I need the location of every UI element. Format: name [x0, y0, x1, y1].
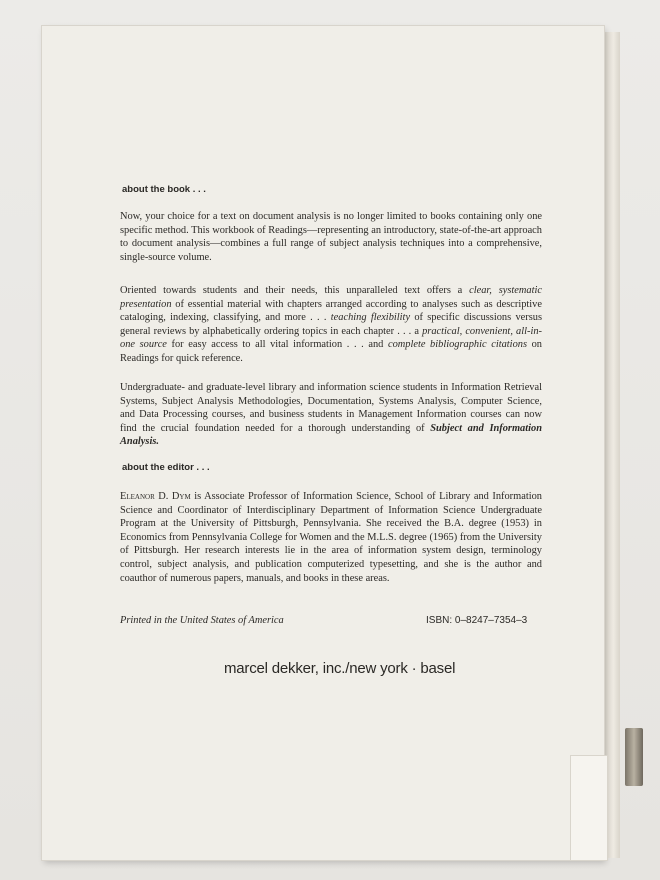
printed-in-notice: Printed in the United States of America	[120, 615, 284, 626]
book-spine-edge	[604, 32, 620, 858]
isbn: ISBN: 0–8247–7354–3	[426, 615, 528, 626]
about-book-heading: about the book . . .	[122, 184, 206, 195]
publisher-imprint: marcel dekker, inc./new york · basel	[224, 660, 456, 677]
about-book-paragraph-1: Now, your choice for a text on document analysis is no longer limited to books containing only one specific method. This workbook of Readings—representing an introductory, state-of-the-art approach to document analysis—combines a full range of subject analysis techniques into a comprehensive, single-source volume.	[120, 211, 542, 263]
editor-name: Eleanor D. Dym	[120, 491, 191, 502]
library-tab-clip	[625, 728, 643, 786]
about-book-paragraph-3: Undergraduate- and graduate-level library and information science students in Information Retrieval Systems, Subject Analysis Methodologies, Documentation, Systems Analysis, Computer Science, and Data Processing courses, and business students in Management Information courses can now find the crucial foundation needed for a thorough understanding of Subject and Information Analysis.	[120, 382, 542, 448]
about-editor-paragraph: Eleanor D. Dym is Associate Professor of Information Science, School of Library and Information Science and Coordinator of Interdisciplinary Department of Information Science Undergraduate Program at the University of Pittsburgh, Pennsylvania. She received the B.A. degree (1953) in Economics from Pennsylvania College for Women and the M.L.S. degree (1965) from the University of Pittsburgh. Her research interests lie in the area of information system design, terminology control, subject analysis, and publication computerized typesetting, and she is the author and coauthor of numerous papers, manuals, and books in these areas.	[120, 491, 542, 584]
price-sticker	[570, 755, 608, 861]
about-editor-heading: about the editor . . .	[122, 462, 210, 473]
about-book-paragraph-2: Oriented towards students and their needs, this unparalleled text offers a clear, systematic presentation of essential material with chapters arranged according to analyses such as descriptive cataloging, indexing, classifying, and more . . . teaching flexibility of specific discussions versus general reviews by alphabetically ordering topics in each chapter . . . a practical, convenient, all-in-one source for easy access to all vital information . . . and complete bibliographic citations on Readings for quick reference.	[120, 285, 542, 364]
